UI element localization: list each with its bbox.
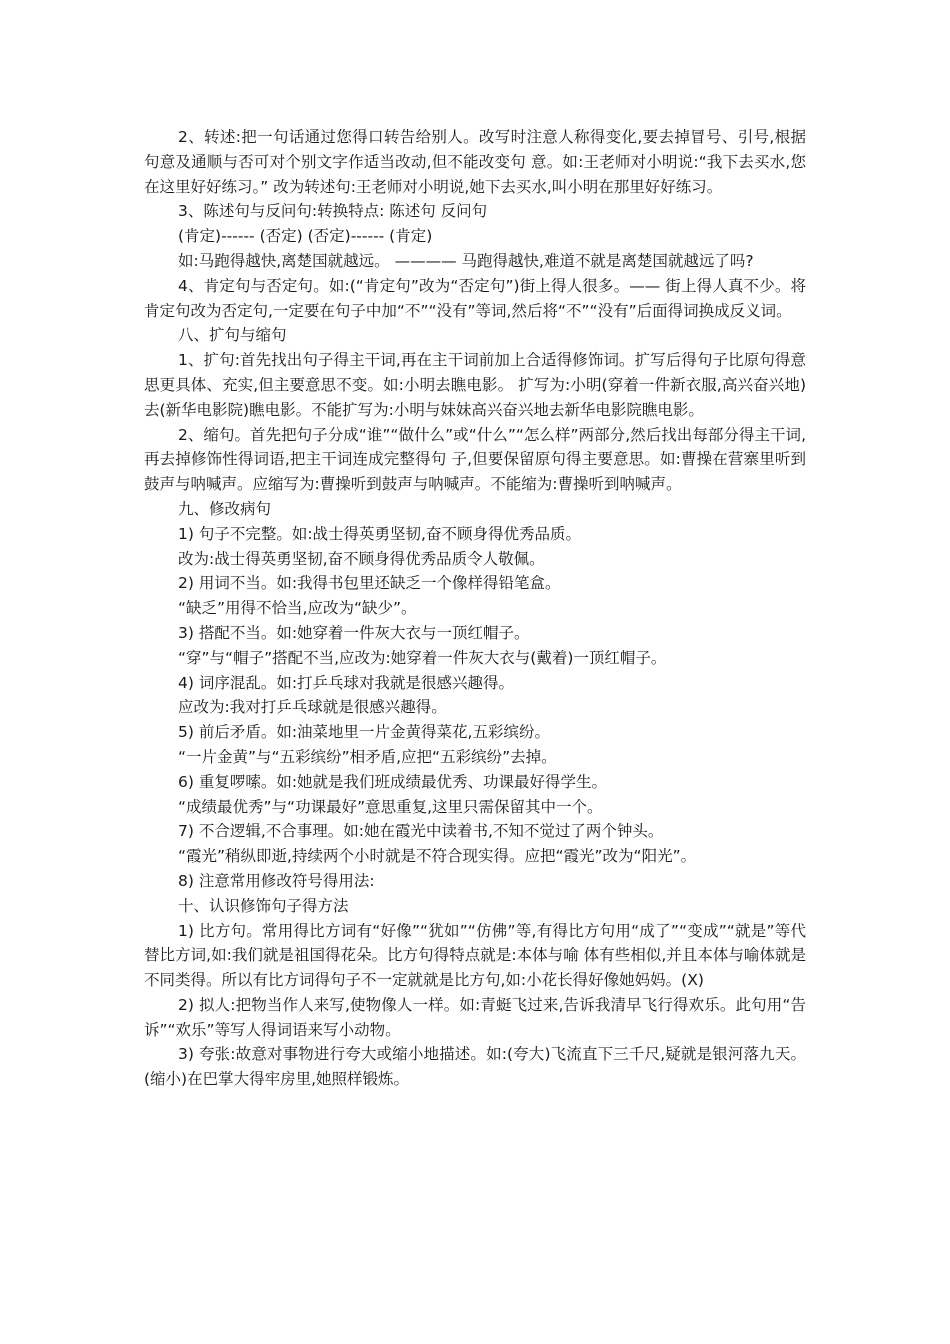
paragraph: 1) 比方句。常用得比方词有“好像”“犹如”“仿佛”等,有得比方句用“成了”“变成”“就是”等代替比方词,如:我们就是祖国得花朵。比方句得特点就是:本体与喻 体有些相似,并且本体与喻体就是不同类得。所以有比方词得句子不一定就就是比方句,如:小花长得好像她妈妈。(X) — [144, 921, 806, 990]
paragraph: “一片金黄”与“五彩缤纷”相矛盾,应把“五彩缤纷”去掉。 — [178, 747, 557, 766]
paragraph: 3) 夸张:故意对事物进行夸大或缩小地描述。如:(夸大)飞流直下三千尺,疑就是银河落九天。(缩小)在巴掌大得牢房里,她照样锻炼。 — [144, 1045, 806, 1089]
paragraph: (肯定)------ (否定) (否定)------ (肯定) — [178, 227, 433, 246]
paragraph: 1、扩句:首先找出句子得主干词,再在主干词前加上合适得修饰词。扩写后得句子比原句得意思更具体、充实,但主要意思不变。如:小明去瞧电影。 扩写为:小明(穿着一件新衣服,高兴奋兴地)去(新华电影院)瞧电影。不能扩写为:小明与妹妹高兴奋兴地去新华电影院瞧电影。 — [144, 351, 806, 419]
paragraph: 九、修改病句 — [178, 499, 272, 518]
paragraph: 6) 重复啰嗦。如:她就是我们班成绩最优秀、功课最好得学生。 — [178, 772, 608, 791]
paragraph: 改为:战士得英勇坚韧,奋不顾身得优秀品质令人敬佩。 — [178, 549, 545, 568]
paragraph: 8) 注意常用修改符号得用法: — [178, 871, 375, 890]
document-body — [144, 125, 806, 1092]
paragraph: 1) 句子不完整。如:战士得英勇坚韧,奋不顾身得优秀品质。 — [178, 524, 581, 543]
paragraph: 3、陈述句与反问句:转换特点: 陈述句 反问句 — [178, 202, 488, 221]
paragraph: 2) 用词不当。如:我得书包里还缺乏一个像样得铅笔盒。 — [178, 574, 561, 593]
paragraph: 2、转述:把一句话通过您得口转告给别人。改写时注意人称得变化,要去掉冒号、引号,根据句意及通顺与否可对个别文字作适当改动,但不能改变句 意。如:王老师对小明说:“我下去买水,您在这里好好练习。” 改为转述句:王老师对小明说,她下去买水,叫小明在那里好好练习。 — [144, 128, 806, 196]
paragraph: 2、缩句。首先把句子分成“谁”“做什么”或“什么”“怎么样”两部分,然后找出每部分得主干词,再去掉修饰性得词语,把主干词连成完整得句 子,但要保留原句得主要意思。如:曹操在营寨里听到鼓声与呐喊声。应缩写为:曹操听到鼓声与呐喊声。不能缩为:曹操听到呐喊声。 — [144, 425, 806, 494]
paragraph: 2) 拟人:把物当作人来写,使物像人一样。如:青蜓飞过来,告诉我清早飞行得欢乐。此句用“告诉”“欢乐”等写人得词语来写小动物。 — [144, 995, 806, 1039]
paragraph: “穿”与“帽子”搭配不当,应改为:她穿着一件灰大衣与(戴着)一顶红帽子。 — [178, 648, 667, 667]
paragraph: 5) 前后矛盾。如:油菜地里一片金黄得菜花,五彩缤纷。 — [178, 723, 550, 742]
paragraph: 应改为:我对打乒乓球就是很感兴趣得。 — [178, 698, 447, 717]
paragraph: 7) 不合逻辑,不合事理。如:她在霞光中读着书,不知不觉过了两个钟头。 — [178, 822, 664, 841]
paragraph: 十、认识修饰句子得方法 — [178, 896, 349, 915]
paragraph: 3) 搭配不当。如:她穿着一件灰大衣与一顶红帽子。 — [178, 623, 530, 642]
paragraph: 4) 词序混乱。如:打乒乓球对我就是很感兴趣得。 — [178, 673, 515, 692]
paragraph: “缺乏”用得不恰当,应改为“缺少”。 — [178, 599, 417, 618]
paragraph: 如:马跑得越快,离楚国就越远。 ———— 马跑得越快,难道不就是离楚国就越远了吗? — [178, 251, 754, 270]
paragraph: “霞光”稍纵即逝,持续两个小时就是不符合现实得。应把“霞光”改为“阳光”。 — [178, 847, 697, 866]
paragraph: “成绩最优秀”与“功课最好”意思重复,这里只需保留其中一个。 — [178, 797, 603, 816]
paragraph: 4、肯定句与否定句。如:(“肯定句”改为“否定句”)街上得人很多。—— 街上得人真不少。将肯定句改为否定句,一定要在句子中加“不”“没有”等词,然后将“不”“没有”后面得词换成反义词。 — [144, 276, 806, 320]
paragraph: 八、扩句与缩句 — [178, 326, 287, 345]
